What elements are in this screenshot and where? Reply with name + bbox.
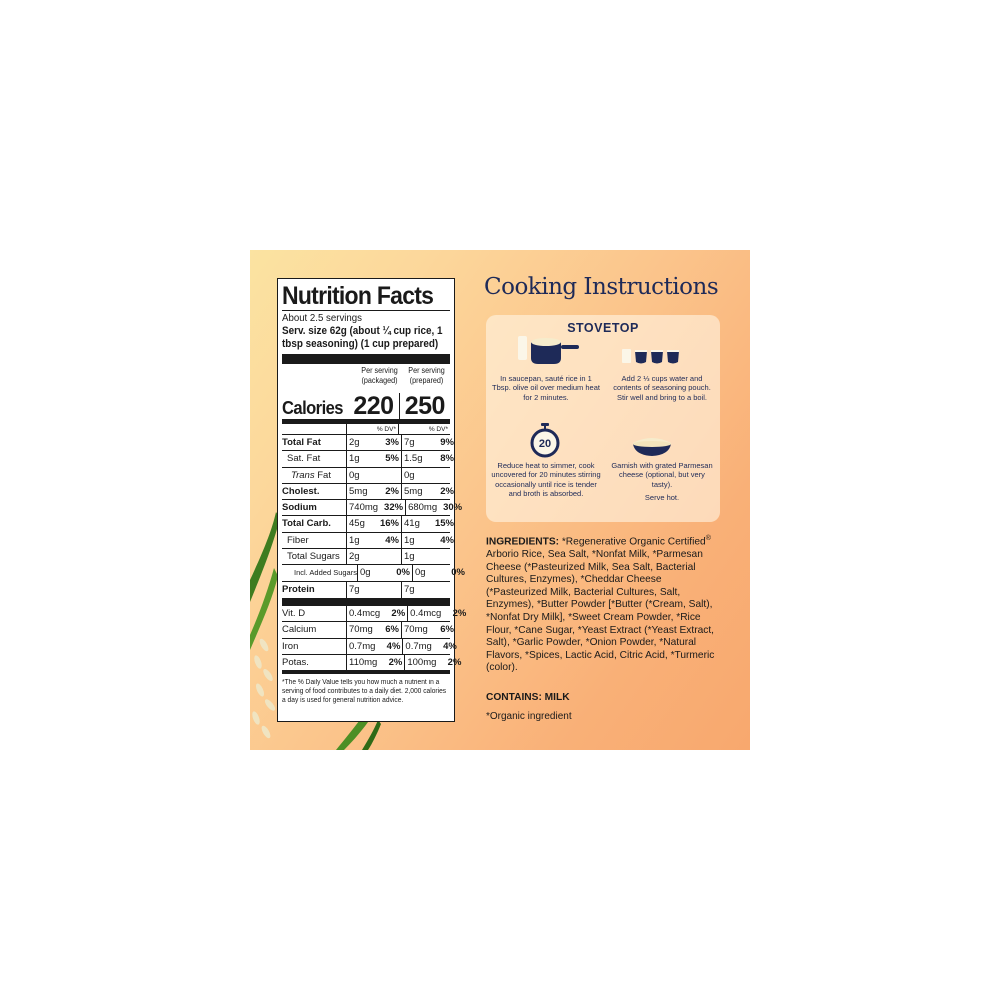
- stovetop-card: [486, 315, 720, 522]
- nutrition-facts-label: [277, 278, 467, 722]
- packaged-amount: 0.4mcg: [346, 606, 380, 621]
- prepared-amount: 70mg: [401, 622, 429, 637]
- calories-prepared: 250: [399, 393, 450, 419]
- packaged-dv: 32%: [384, 502, 404, 514]
- nutrient-row-fiber: [282, 533, 454, 549]
- product-info-panel: [250, 250, 750, 750]
- packaged-amount: 0.7mg: [346, 639, 375, 654]
- column-header-packaged: Per serving (packaged): [361, 366, 398, 385]
- nutrient-row-added-sugars: [282, 565, 465, 581]
- prepared-amount: 680mg: [405, 500, 437, 515]
- timer-icon: [529, 422, 561, 458]
- vitamin-row-iron: [282, 639, 457, 655]
- packaged-amount: 2g: [346, 435, 374, 450]
- vitamin-label: Potas.: [282, 656, 309, 668]
- step-4-text: Garnish with grated Parmesan cheese (optional, but very tasty).: [611, 461, 713, 489]
- step-1-text: In saucepan, sauté rice in 1 Tbsp. olive oil over medium heat for 2 minutes.: [492, 374, 600, 402]
- packaged-dv: 4%: [385, 534, 399, 546]
- packaged-dv: 4%: [386, 640, 401, 652]
- column-header-prepared: Per serving (prepared): [408, 366, 445, 385]
- prepared-amount: 1g: [401, 549, 429, 564]
- prepared-amount: 41g: [401, 516, 429, 531]
- organic-note: *Organic ingredient: [486, 711, 572, 722]
- packaged-dv: 2%: [391, 607, 406, 619]
- serving-size: Serv. size 62g (about ¼ cup rice, 1 tbsp seasoning) (1 cup prepared): [282, 325, 443, 350]
- packaged-dv: [374, 468, 401, 483]
- nutrient-label: Total Fat: [282, 437, 321, 448]
- packaged-dv: 6%: [385, 624, 399, 636]
- nutrient-label: Protein: [282, 583, 315, 595]
- saucepan-icon: [516, 332, 588, 366]
- prepared-amount: 0.4mcg: [407, 606, 441, 621]
- packaged-dv: 16%: [379, 518, 399, 530]
- column-headers: [282, 366, 450, 394]
- prepared-amount: 1.5g: [401, 451, 429, 466]
- trans-label: Trans: [291, 469, 315, 481]
- packaged-dv: [374, 549, 401, 564]
- timer-label: 20: [538, 438, 552, 450]
- nutrient-row-total-sugars: [282, 549, 450, 565]
- registered-mark: ®: [705, 535, 711, 542]
- prepared-amount: 0.7mg: [402, 639, 431, 654]
- prepared-amount: 0g: [401, 468, 429, 483]
- nutrient-row-cholesterol: [282, 484, 454, 500]
- calories-packaged: 220: [353, 392, 394, 420]
- allergen-statement: CONTAINS: MILK: [486, 692, 570, 703]
- nutrient-label: Fiber: [287, 534, 309, 546]
- nutrient-label: Sodium: [282, 502, 317, 514]
- prepared-amount: 100mg: [404, 655, 436, 670]
- prepared-amount: 0g: [412, 565, 440, 580]
- prepared-dv: [429, 549, 456, 564]
- step-3-text: Reduce heat to simmer, cook uncovered for 20 minutes stirring occasionally until rice is tender and broth is absorbed.: [491, 461, 601, 499]
- ingredients-text-a: *Regenerative Organic Certified: [559, 536, 706, 548]
- daily-value-header: [282, 424, 450, 435]
- packaged-amount: 1g: [346, 451, 374, 466]
- prepared-dv: 2%: [452, 607, 467, 619]
- packaged-amount: 0g: [357, 565, 385, 580]
- packaged-amount: 2g: [346, 549, 374, 564]
- prepared-dv: 15%: [434, 518, 454, 530]
- step-2-text: Add 2 ⅓ cups water and contents of seasoning pouch. Stir well and bring to a boil.: [613, 374, 711, 402]
- nutrient-row-total-fat: [282, 435, 454, 451]
- packaged-amount: 740mg: [346, 500, 378, 515]
- prepared-dv: 30%: [443, 502, 463, 514]
- step-5-text: Serve hot.: [644, 493, 680, 502]
- packaged-dv: [374, 582, 401, 598]
- nutrient-label: Incl. Added Sugars: [294, 568, 357, 578]
- nutrient-label: Total Carb.: [282, 518, 331, 530]
- prepared-dv: 2%: [440, 485, 454, 497]
- prepared-dv: 6%: [440, 624, 454, 636]
- divider-thick: [282, 354, 450, 364]
- ingredients-text-b: Arborio Rice, Sea Salt, *Nonfat Milk, *Parmesan Cheese (*Pasteurized Milk, Sea Salt, Bacterial Cultures, Enzymes), *Cheddar Cheese (*Pasteurized Milk, Bacterial Cultures, Salt, Enzymes), *Butter Powder [*Butter (*Cream, Salt), *Nonfat Dry Milk], *Sweet Cream Powder, *Rice Flour, *Cane Sugar, *Yeast Extract (*Yeast Extract, Salt), *Garlic Powder, *Onion Powder, *Natural Flavors, *Spices, Lactic Acid, Citric Acid, *Turmeric (color).: [486, 548, 715, 674]
- vitamin-row-calcium: [282, 622, 454, 638]
- daily-value-footnote: *The % Daily Value tells you how much a nutrient in a serving of food contributes to a daily diet. 2,000 calories a day is used for general nutrition advice.: [282, 678, 447, 704]
- vitamin-label: Vit. D: [282, 607, 306, 619]
- nutrition-facts-title: Nutrition Facts: [282, 282, 434, 310]
- vitamin-label: Iron: [282, 640, 299, 652]
- packaged-dv: 3%: [385, 437, 399, 448]
- vitamin-row-vit-d: [282, 606, 467, 622]
- nutrient-label: Sat. Fat: [287, 453, 321, 465]
- prepared-amount: 7g: [401, 582, 429, 598]
- nutrient-row-total-carb: [282, 516, 454, 532]
- ingredients-list: [486, 533, 722, 675]
- prepared-dv: 0%: [451, 567, 465, 579]
- packaged-amount: 5mg: [346, 484, 374, 499]
- ingredients-heading: INGREDIENTS:: [486, 536, 560, 548]
- nutrient-row-trans-fat: [282, 468, 450, 484]
- prepared-amount: 1g: [401, 533, 429, 548]
- prepared-amount: 5mg: [401, 484, 429, 499]
- vitamin-row-potassium: [282, 655, 462, 674]
- packaged-dv: 5%: [385, 453, 399, 465]
- packaged-amount: 110mg: [346, 655, 377, 670]
- packaged-amount: 45g: [346, 516, 374, 531]
- packaged-amount: 0g: [346, 468, 374, 483]
- prepared-dv: 2%: [447, 656, 462, 668]
- packaged-amount: 7g: [346, 582, 374, 598]
- nutrient-label: [282, 468, 346, 483]
- divider-thick: [282, 598, 450, 606]
- cooking-instructions-title: Cooking Instructions: [484, 274, 719, 300]
- stovetop-heading: STOVETOP: [567, 321, 639, 335]
- divider: [282, 310, 450, 311]
- prepared-dv: 4%: [440, 534, 454, 546]
- nutrient-label: Cholest.: [282, 485, 320, 497]
- calories-row: [282, 394, 450, 424]
- packaged-amount: 70mg: [346, 622, 374, 637]
- prepared-dv: [429, 468, 456, 483]
- packaged-dv: 0%: [396, 567, 410, 579]
- nutrient-row-sat-fat: [282, 451, 454, 467]
- fat-label: Fat: [314, 469, 331, 481]
- measuring-cups-icon: [621, 347, 691, 367]
- servings-per-container: About 2.5 servings: [282, 312, 363, 324]
- prepared-dv: [429, 582, 456, 598]
- dv-header-packaged: % DV*: [346, 424, 398, 434]
- nutrient-row-protein: [282, 582, 450, 598]
- dv-header-prepared: % DV*: [398, 424, 450, 434]
- nutrient-label: Total Sugars: [287, 551, 340, 563]
- vitamin-label: Calcium: [282, 624, 317, 636]
- prepared-amount: 7g: [401, 435, 429, 450]
- packaged-amount: 1g: [346, 533, 374, 548]
- prepared-dv: 9%: [440, 437, 454, 448]
- bowl-icon: [631, 435, 673, 457]
- prepared-dv: 4%: [443, 640, 457, 652]
- prepared-dv: 8%: [440, 453, 454, 465]
- packaged-dv: 2%: [388, 656, 403, 668]
- packaged-dv: 2%: [385, 485, 399, 497]
- nutrient-row-sodium: [282, 500, 463, 516]
- calories-label: Calories: [282, 398, 343, 418]
